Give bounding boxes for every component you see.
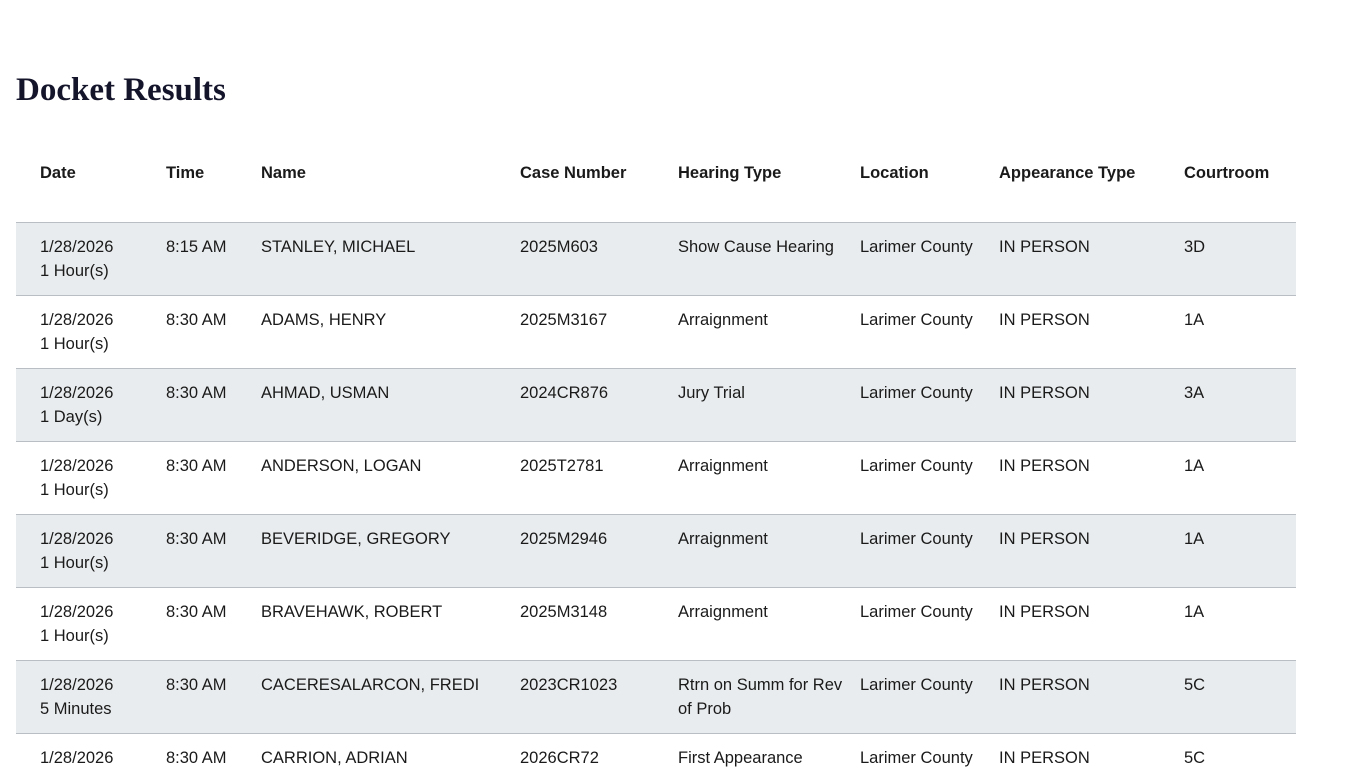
cell-courtroom xyxy=(1184,588,1296,661)
cell-hearing-type-hearing-type: Rtrn on Summ for Rev of Prob xyxy=(678,676,843,718)
cell-location-location: Larimer County xyxy=(860,530,973,548)
cell-hearing-type xyxy=(678,515,860,588)
cell-date-duration: 1 Hour(s) xyxy=(40,262,109,280)
cell-case-number-case-number: 2025T2781 xyxy=(520,457,604,475)
cell-courtroom-courtroom: 1A xyxy=(1184,311,1205,329)
cell-appearance-type xyxy=(999,588,1184,661)
cell-time xyxy=(166,442,261,515)
cell-name-name: CACERESALARCON, FREDI xyxy=(261,676,480,694)
cell-location xyxy=(860,223,999,296)
table-row xyxy=(16,734,1296,768)
table-row xyxy=(16,515,1296,588)
cell-date-date: 1/28/2026 xyxy=(40,530,114,548)
cell-location-location: Larimer County xyxy=(860,749,973,767)
cell-courtroom-courtroom: 1A xyxy=(1184,530,1205,548)
column-header-name: Name xyxy=(261,150,520,223)
cell-hearing-type-hearing-type: Arraignment xyxy=(678,457,768,475)
cell-courtroom xyxy=(1184,661,1296,734)
cell-date-date: 1/28/2026 xyxy=(40,603,114,621)
table-row xyxy=(16,588,1296,661)
cell-appearance-type-appearance-type: IN PERSON xyxy=(999,749,1090,767)
cell-time-time: 8:15 AM xyxy=(166,238,227,256)
cell-case-number-case-number: 2025M603 xyxy=(520,238,598,256)
cell-name-name: ADAMS, HENRY xyxy=(261,311,387,329)
cell-appearance-type xyxy=(999,515,1184,588)
cell-appearance-type-appearance-type: IN PERSON xyxy=(999,603,1090,621)
cell-date-duration: 1 Hour(s) xyxy=(40,554,109,572)
cell-appearance-type-appearance-type: IN PERSON xyxy=(999,238,1090,256)
cell-name-name: BRAVEHAWK, ROBERT xyxy=(261,603,443,621)
cell-courtroom xyxy=(1184,442,1296,515)
cell-time-time: 8:30 AM xyxy=(166,311,227,329)
cell-time-time: 8:30 AM xyxy=(166,384,227,402)
cell-time xyxy=(166,515,261,588)
column-header-hearing-type: Hearing Type xyxy=(678,150,860,223)
cell-date xyxy=(16,515,166,588)
table-row xyxy=(16,223,1296,296)
cell-date-date: 1/28/2026 xyxy=(40,238,114,256)
cell-hearing-type xyxy=(678,734,860,768)
cell-time-time: 8:30 AM xyxy=(166,749,227,767)
cell-date xyxy=(16,661,166,734)
cell-case-number xyxy=(520,223,678,296)
table-row xyxy=(16,442,1296,515)
cell-appearance-type xyxy=(999,661,1184,734)
cell-courtroom xyxy=(1184,223,1296,296)
cell-case-number xyxy=(520,369,678,442)
cell-time xyxy=(166,661,261,734)
cell-time xyxy=(166,734,261,768)
cell-date xyxy=(16,223,166,296)
cell-hearing-type xyxy=(678,661,860,734)
cell-case-number xyxy=(520,442,678,515)
cell-case-number xyxy=(520,296,678,369)
column-header-courtroom: Courtroom xyxy=(1184,150,1296,223)
table-row xyxy=(16,661,1296,734)
cell-hearing-type-hearing-type: Arraignment xyxy=(678,603,768,621)
cell-location-location: Larimer County xyxy=(860,238,973,256)
cell-appearance-type xyxy=(999,734,1184,768)
cell-date xyxy=(16,734,166,768)
cell-appearance-type-appearance-type: IN PERSON xyxy=(999,676,1090,694)
cell-location xyxy=(860,296,999,369)
table-header-row xyxy=(16,150,1296,223)
cell-name-name: BEVERIDGE, GREGORY xyxy=(261,530,451,548)
cell-courtroom xyxy=(1184,734,1296,768)
cell-hearing-type-hearing-type: Jury Trial xyxy=(678,384,745,402)
column-header-case-number: Case Number xyxy=(520,150,678,223)
cell-name xyxy=(261,369,520,442)
cell-date-date: 1/28/2026 xyxy=(40,676,114,694)
cell-time-time: 8:30 AM xyxy=(166,457,227,475)
cell-courtroom-courtroom: 3A xyxy=(1184,384,1205,402)
cell-time-time: 8:30 AM xyxy=(166,530,227,548)
table-row xyxy=(16,296,1296,369)
cell-name-name: AHMAD, USMAN xyxy=(261,384,390,402)
cell-hearing-type-hearing-type: Arraignment xyxy=(678,530,768,548)
cell-appearance-type-appearance-type: IN PERSON xyxy=(999,384,1090,402)
cell-case-number xyxy=(520,515,678,588)
cell-location xyxy=(860,515,999,588)
table-row xyxy=(16,369,1296,442)
cell-appearance-type-appearance-type: IN PERSON xyxy=(999,311,1090,329)
cell-appearance-type-appearance-type: IN PERSON xyxy=(999,457,1090,475)
cell-courtroom xyxy=(1184,296,1296,369)
cell-hearing-type-hearing-type: First Appearance xyxy=(678,749,803,767)
cell-date-duration: 1 Hour(s) xyxy=(40,335,109,353)
cell-hearing-type xyxy=(678,369,860,442)
cell-hearing-type xyxy=(678,223,860,296)
cell-case-number-case-number: 2023CR1023 xyxy=(520,676,618,694)
cell-location-location: Larimer County xyxy=(860,676,973,694)
cell-time-time: 8:30 AM xyxy=(166,603,227,621)
cell-date-date: 1/28/2026 xyxy=(40,749,114,767)
cell-date-duration: 5 Minutes xyxy=(40,700,112,718)
cell-appearance-type xyxy=(999,442,1184,515)
cell-date xyxy=(16,442,166,515)
cell-time-time: 8:30 AM xyxy=(166,676,227,694)
column-header-appearance-type: Appearance Type xyxy=(999,150,1184,223)
cell-date xyxy=(16,588,166,661)
cell-appearance-type xyxy=(999,369,1184,442)
cell-case-number xyxy=(520,588,678,661)
cell-courtroom-courtroom: 1A xyxy=(1184,457,1205,475)
cell-hearing-type-hearing-type: Arraignment xyxy=(678,311,768,329)
cell-date xyxy=(16,296,166,369)
cell-courtroom-courtroom: 1A xyxy=(1184,603,1205,621)
cell-hearing-type xyxy=(678,296,860,369)
cell-case-number-case-number: 2025M2946 xyxy=(520,530,608,548)
cell-appearance-type-appearance-type: IN PERSON xyxy=(999,530,1090,548)
cell-time xyxy=(166,369,261,442)
cell-location-location: Larimer County xyxy=(860,384,973,402)
cell-name xyxy=(261,296,520,369)
cell-case-number-case-number: 2026CR72 xyxy=(520,749,599,767)
cell-location-location: Larimer County xyxy=(860,311,973,329)
column-header-time: Time xyxy=(166,150,261,223)
cell-name-name: STANLEY, MICHAEL xyxy=(261,238,416,256)
cell-name-name: CARRION, ADRIAN xyxy=(261,749,408,767)
docket-table-body xyxy=(16,223,1296,768)
page-title: Docket Results xyxy=(16,72,226,108)
cell-time xyxy=(166,296,261,369)
cell-case-number xyxy=(520,734,678,768)
cell-hearing-type xyxy=(678,588,860,661)
cell-name xyxy=(261,661,520,734)
cell-date-duration: 1 Hour(s) xyxy=(40,481,109,499)
cell-date-date: 1/28/2026 xyxy=(40,311,114,329)
cell-location xyxy=(860,442,999,515)
cell-case-number-case-number: 2024CR876 xyxy=(520,384,609,402)
column-header-date: Date xyxy=(16,150,166,223)
cell-time xyxy=(166,223,261,296)
cell-name xyxy=(261,515,520,588)
cell-case-number-case-number: 2025M3167 xyxy=(520,311,608,329)
cell-location xyxy=(860,369,999,442)
docket-results-table xyxy=(16,150,1296,768)
cell-case-number xyxy=(520,661,678,734)
cell-date-duration: 1 Day(s) xyxy=(40,408,103,426)
cell-name xyxy=(261,442,520,515)
cell-hearing-type xyxy=(678,442,860,515)
cell-location xyxy=(860,734,999,768)
cell-courtroom-courtroom: 5C xyxy=(1184,749,1206,767)
cell-date xyxy=(16,369,166,442)
cell-date-date: 1/28/2026 xyxy=(40,384,114,402)
cell-courtroom xyxy=(1184,515,1296,588)
cell-location xyxy=(860,661,999,734)
cell-name xyxy=(261,588,520,661)
cell-courtroom-courtroom: 3D xyxy=(1184,238,1206,256)
cell-date-date: 1/28/2026 xyxy=(40,457,114,475)
column-header-location: Location xyxy=(860,150,999,223)
cell-appearance-type xyxy=(999,223,1184,296)
cell-name-name: ANDERSON, LOGAN xyxy=(261,457,422,475)
cell-location-location: Larimer County xyxy=(860,603,973,621)
cell-time xyxy=(166,588,261,661)
cell-date-duration: 1 Hour(s) xyxy=(40,627,109,645)
cell-name xyxy=(261,734,520,768)
cell-name xyxy=(261,223,520,296)
cell-case-number-case-number: 2025M3148 xyxy=(520,603,608,621)
cell-hearing-type-hearing-type: Show Cause Hearing xyxy=(678,238,834,256)
cell-courtroom-courtroom: 5C xyxy=(1184,676,1206,694)
cell-location-location: Larimer County xyxy=(860,457,973,475)
cell-courtroom xyxy=(1184,369,1296,442)
cell-location xyxy=(860,588,999,661)
cell-appearance-type xyxy=(999,296,1184,369)
